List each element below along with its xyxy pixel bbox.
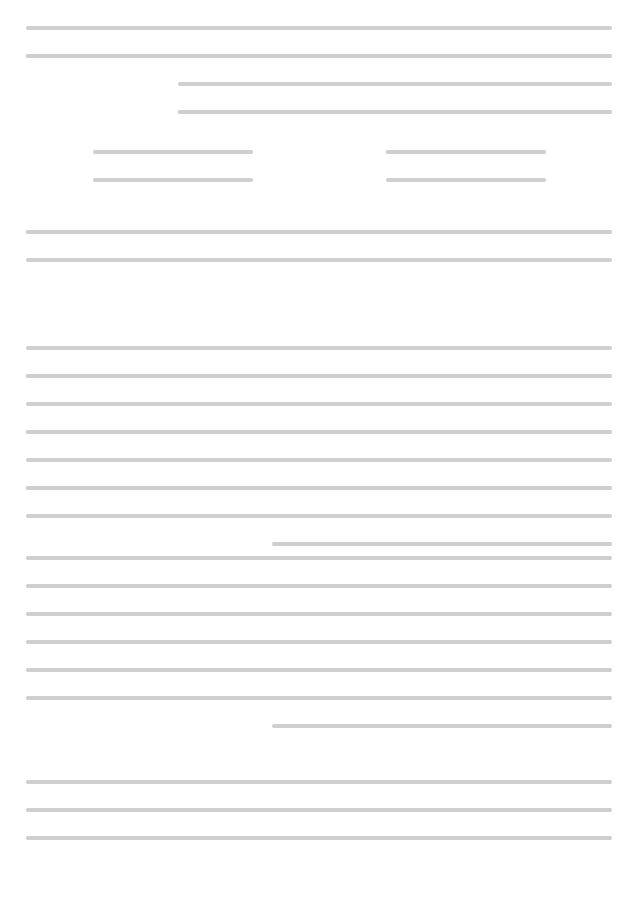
text-line xyxy=(26,258,612,262)
text-line xyxy=(26,668,612,672)
text-line xyxy=(178,82,612,86)
text-line xyxy=(26,374,612,378)
text-line xyxy=(26,230,612,234)
paragraph-translation xyxy=(26,230,612,286)
text-line xyxy=(26,584,612,588)
text-line xyxy=(26,430,612,434)
text-line xyxy=(26,402,612,406)
text-line xyxy=(26,808,612,812)
text-line xyxy=(26,612,612,616)
text-line xyxy=(26,514,612,518)
paragraph-section-2 xyxy=(26,346,612,570)
text-line xyxy=(26,54,612,58)
text-line xyxy=(178,110,612,114)
text-line xyxy=(26,486,612,490)
poem-verses xyxy=(26,150,612,206)
paragraph-intro xyxy=(26,26,612,138)
document-page xyxy=(26,0,612,902)
text-line xyxy=(26,696,612,700)
verse-row xyxy=(26,178,612,182)
text-line xyxy=(26,640,612,644)
text-line xyxy=(26,556,612,560)
text-line xyxy=(26,26,612,30)
text-line xyxy=(26,780,612,784)
text-line xyxy=(26,836,612,840)
text-line xyxy=(272,724,612,728)
text-line xyxy=(26,458,612,462)
verse-row xyxy=(26,150,612,154)
paragraph-section-3 xyxy=(26,556,612,752)
text-line xyxy=(272,542,612,546)
text-line xyxy=(26,346,612,350)
paragraph-section-4 xyxy=(26,780,612,864)
